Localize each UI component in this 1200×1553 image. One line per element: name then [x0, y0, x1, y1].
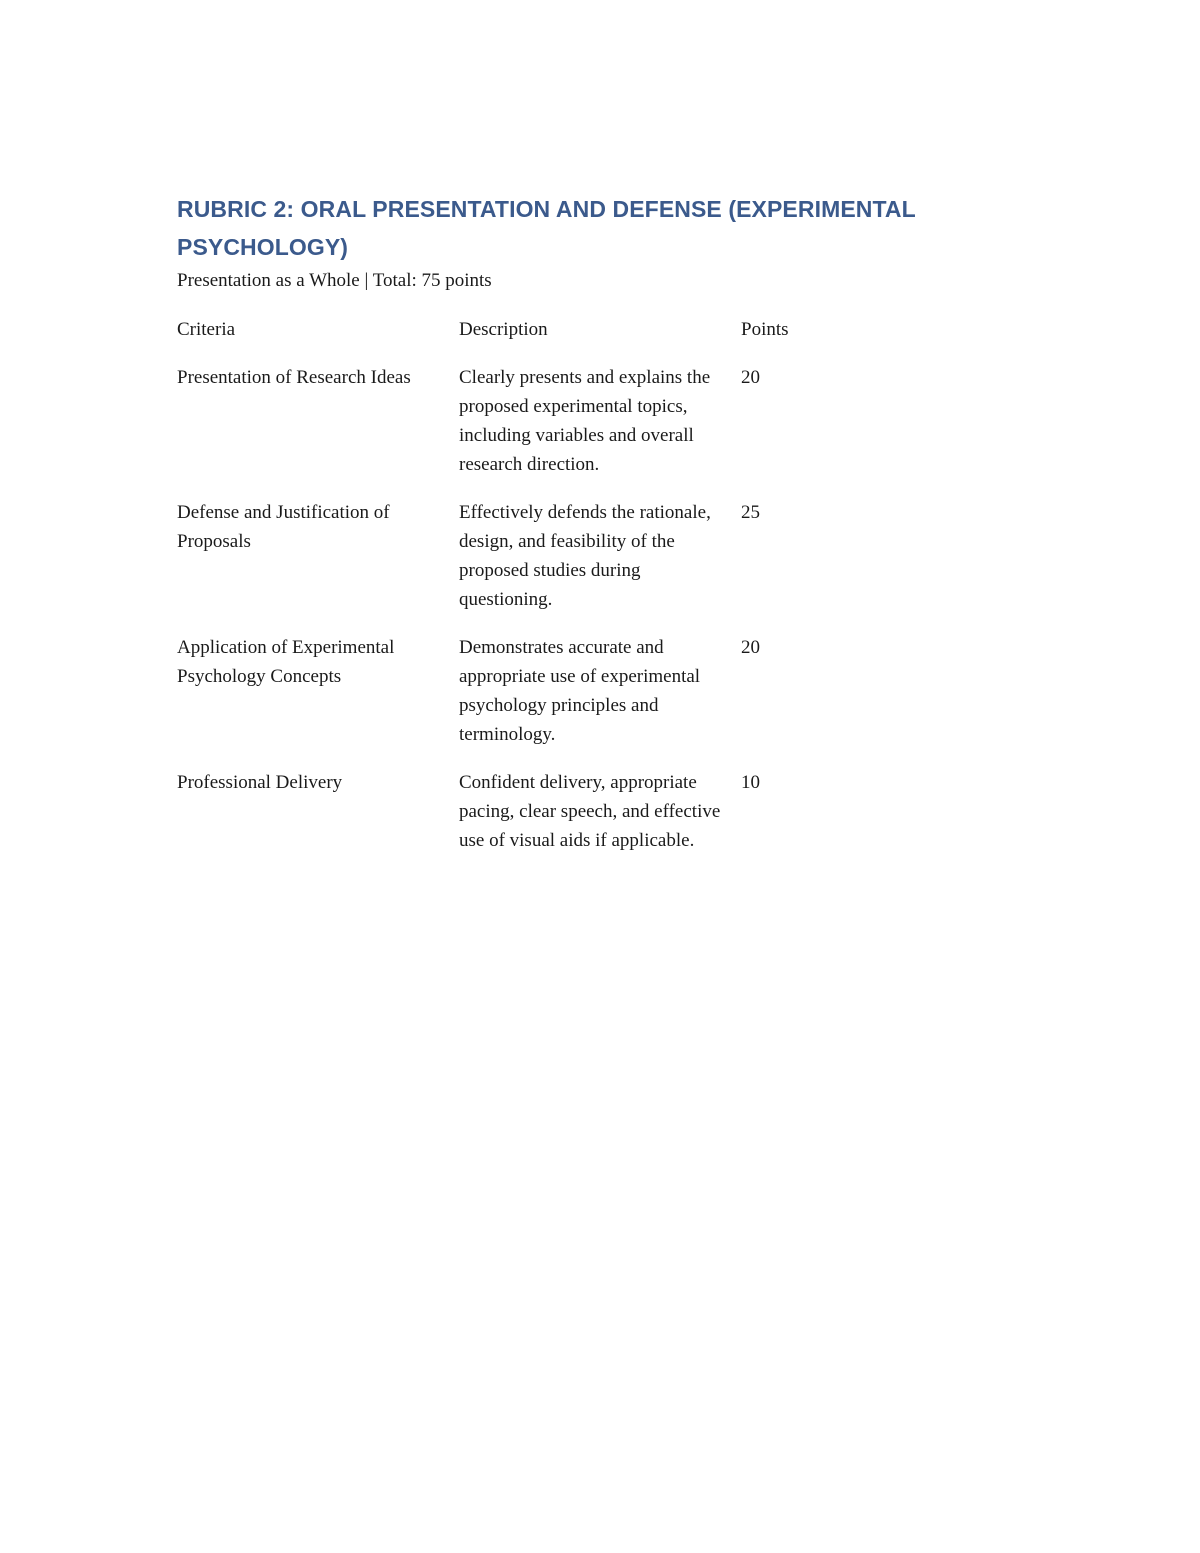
row-description: Effectively defends the rationale, design, and feasibility of the proposed studies during questioning.: [459, 502, 711, 610]
header-description: Description: [459, 319, 548, 340]
table-row: [177, 633, 861, 768]
table-header-row: [177, 315, 861, 363]
document-title: RUBRIC 2: ORAL PRESENTATION AND DEFENSE (EXPERIMENTAL PSYCHOLOGY): [177, 196, 916, 260]
row-points: 20: [741, 367, 760, 388]
row-points: 25: [741, 502, 760, 523]
row-points: 10: [741, 772, 760, 793]
document-subtitle: Presentation as a Whole | Total: 75 points: [177, 270, 492, 291]
row-description: Clearly presents and explains the proposed experimental topics, including variables and overall research direction.: [459, 367, 711, 475]
row-criteria: Presentation of Research Ideas: [177, 367, 411, 388]
row-criteria: Professional Delivery: [177, 772, 343, 793]
table-row: [177, 768, 861, 874]
document-content: [177, 190, 1037, 874]
row-criteria: Application of Experimental Psychology Concepts: [177, 637, 395, 687]
table-row: [177, 498, 861, 633]
header-criteria: Criteria: [177, 319, 236, 340]
row-points: 20: [741, 637, 760, 658]
rubric-table: [177, 315, 861, 874]
row-criteria: Defense and Justification of Proposals: [177, 502, 390, 552]
header-points: Points: [741, 319, 789, 340]
table-row: [177, 363, 861, 498]
row-description: Confident delivery, appropriate pacing, clear speech, and effective use of visual aids if applicable.: [459, 772, 721, 851]
row-description: Demonstrates accurate and appropriate use of experimental psychology principles and terminology.: [459, 637, 701, 745]
